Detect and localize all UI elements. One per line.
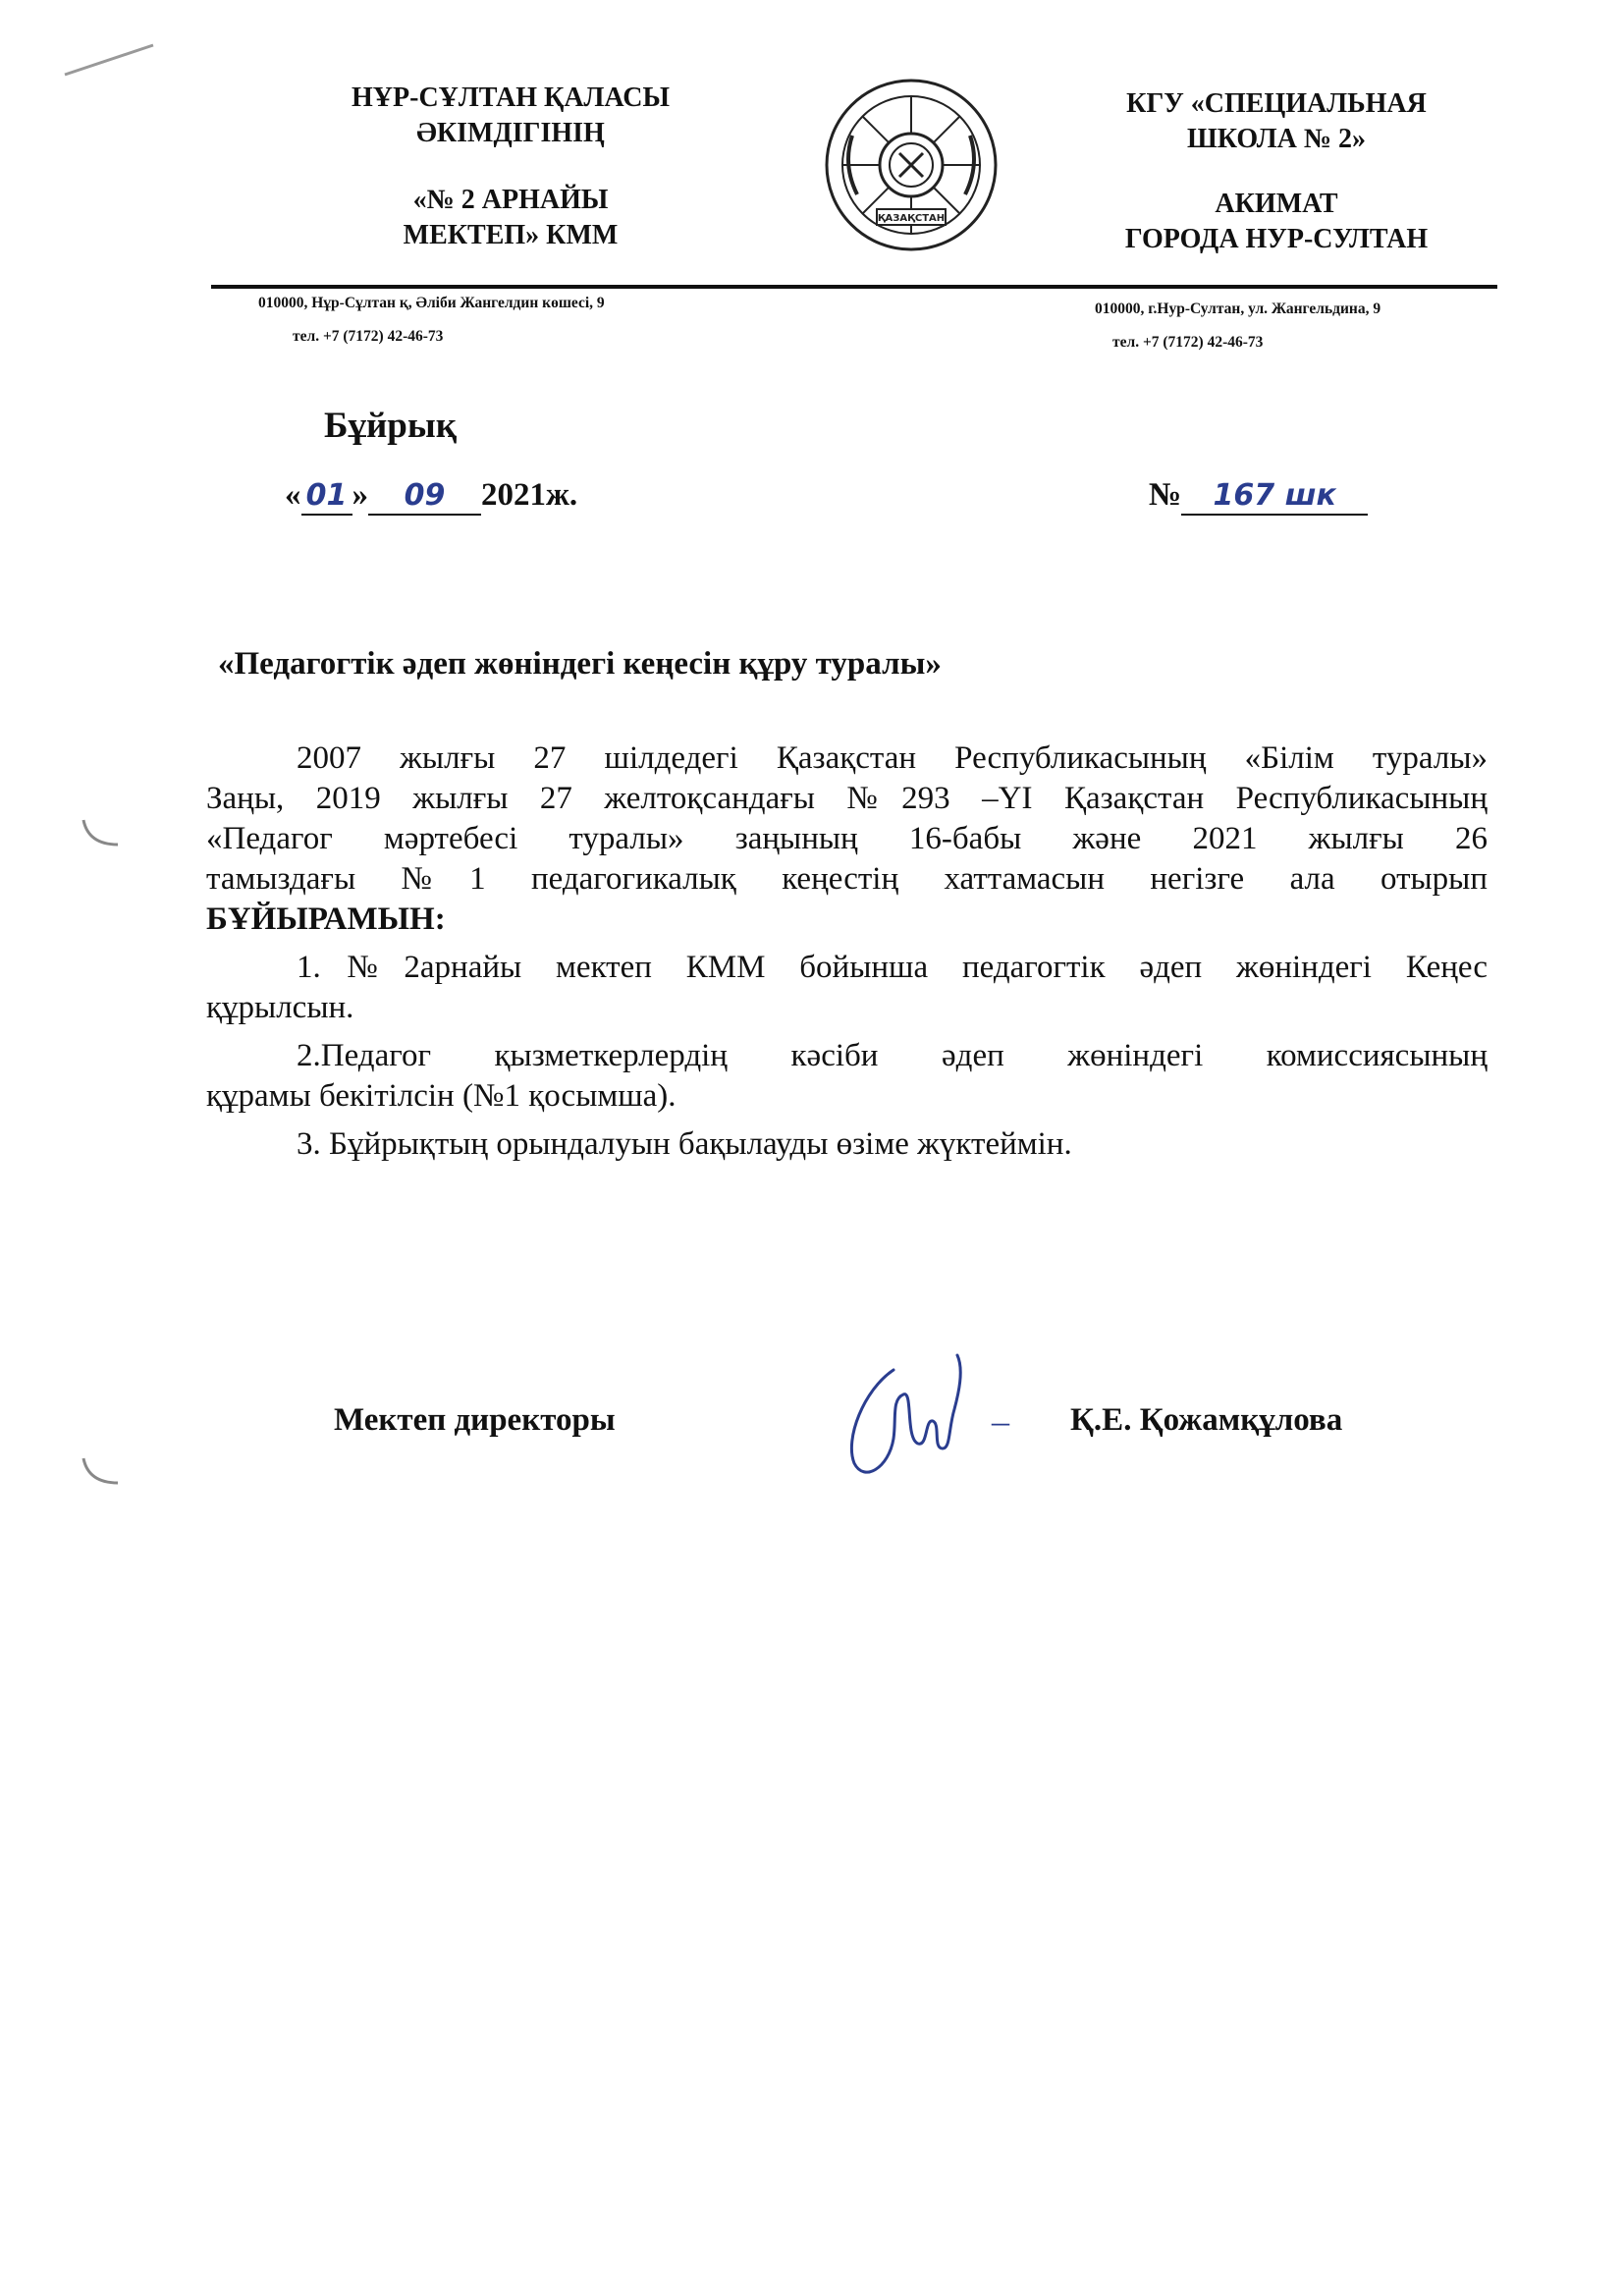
header-right-line4: ГОРОДА НУР-СУЛТАН — [1124, 224, 1429, 254]
header-right-line1: КГУ «СПЕЦИАЛЬНАЯ — [1126, 88, 1427, 119]
order-body — [206, 738, 1488, 1165]
p1-line3: «Педагог мәртебесі туралы» заңының 16-бабы және 2021 жылғы 26 — [206, 821, 1488, 856]
header-left-kz — [295, 81, 727, 253]
date-day: 01 — [305, 478, 348, 513]
p1-line4: тамыздағы №1 педагогикалық кеңестің хаттамасын негізге ала отырып — [206, 861, 1488, 897]
right-address: 010000, г.Нур-Султан, ул. Жангельдина, 9 — [1095, 301, 1381, 317]
order-number — [1149, 477, 1368, 516]
scan-mark — [59, 39, 157, 79]
hole-mark-1 — [79, 815, 128, 854]
item2-line1: 2.Педагог қызметкерлердің кәсіби әдеп жөніндегі комиссиясының — [297, 1038, 1488, 1073]
item1-line1: 1.№2арнайы мектеп КММ бойынша педагогтік әдеп жөніндегі Кеңес — [297, 950, 1488, 985]
date-open: « — [285, 477, 301, 513]
p1-bold: БҰЙЫРАМЫН: — [206, 902, 446, 937]
order-subject: «Педагогтік әдеп жөніндегі кеңесін құру туралы» — [218, 646, 942, 682]
left-address: 010000, Нұр-Сұлтан қ, Әліби Жангелдин көшесі, 9 — [258, 295, 605, 311]
header-left-line2: ӘКІМДІГІНІҢ — [416, 118, 605, 148]
signature-dash: – — [992, 1401, 1009, 1441]
state-emblem-icon — [823, 77, 1000, 253]
emblem-text: ҚАЗАҚСТАН — [877, 213, 946, 224]
number-value: 167 шк — [1213, 478, 1336, 513]
header-right-line2: ШКОЛА № 2» — [1187, 124, 1366, 154]
number-label: № — [1149, 477, 1182, 513]
order-date — [285, 477, 577, 516]
header-right-ru — [1070, 86, 1483, 257]
header-right-line3: АКИМАТ — [1215, 189, 1338, 219]
order-heading: Бұйрық — [324, 406, 458, 446]
left-phone: тел. +7 (7172) 42-46-73 — [293, 328, 444, 345]
date-month: 09 — [404, 478, 446, 513]
header-left-line4: МЕКТЕП» КММ — [403, 220, 619, 250]
signature-scribble — [835, 1350, 992, 1488]
p1-line1: 2007 жылғы 27 шілдедегі Қазақстан Республикасының «Білім туралы» — [297, 740, 1488, 776]
p1-line2: Заңы, 2019 жылғы 27 желтоқсандағы №293 –YI Қазақстан Республикасының — [206, 781, 1488, 816]
item3: 3. Бұйрықтың орындалуын бақылауды өзіме жүктеймін. — [297, 1126, 1072, 1162]
header-rule — [211, 285, 1497, 289]
hole-mark-2 — [79, 1453, 128, 1493]
header-left-line1: НҰР-СҰЛТАН ҚАЛАСЫ — [352, 82, 670, 113]
date-close: » — [352, 477, 368, 513]
date-year: 2021ж. — [481, 477, 578, 513]
signature-position: Мектеп директоры — [334, 1402, 616, 1438]
item1-line2: құрылсын. — [206, 990, 354, 1025]
header-left-line3: «№ 2 АРНАЙЫ — [412, 185, 609, 215]
right-phone: тел. +7 (7172) 42-46-73 — [1112, 334, 1264, 351]
signature-name: Қ.Е. Қожамқұлова — [1070, 1402, 1343, 1438]
item2-line2: құрамы бекітілсін (№1 қосымша). — [206, 1078, 677, 1114]
